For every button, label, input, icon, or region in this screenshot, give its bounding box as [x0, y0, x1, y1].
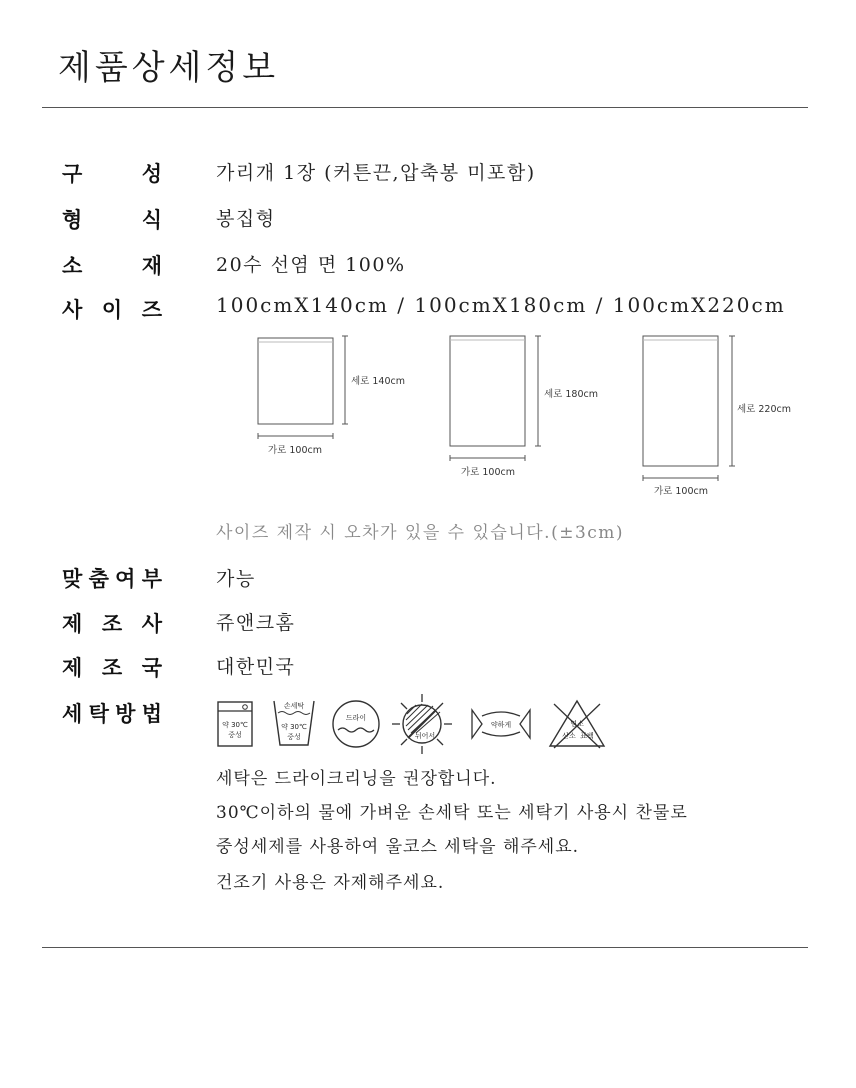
shade-dry-icon: [390, 692, 454, 756]
label-country: [62, 652, 162, 682]
width-label-220: 가로 100cm: [654, 486, 708, 497]
size-diagrams: [0, 0, 856, 520]
hand-wash-icon: [270, 697, 318, 749]
label-char: 소: [62, 253, 83, 278]
shade-dry-text: 뉘어서: [414, 732, 436, 740]
height-label-180: 세로 180cm: [544, 389, 598, 400]
label-char: 즈: [141, 297, 162, 322]
value-maker: 쥬앤크홈: [216, 612, 296, 634]
label-char: 법: [141, 701, 162, 726]
value-custom: 가능: [216, 568, 256, 590]
label-char: 이: [101, 297, 123, 322]
label-char: 맞: [62, 566, 83, 591]
bottom-divider: [42, 947, 808, 948]
label-char: 형: [62, 207, 83, 232]
width-label-180: 가로 100cm: [461, 467, 515, 478]
machine-wash-icon: [216, 700, 256, 748]
hand-wash-text: 손세탁: [283, 702, 305, 710]
bleach-text: 표백: [580, 732, 594, 740]
label-char: 탁: [88, 701, 109, 726]
label-char: 제: [62, 655, 83, 680]
value-type: 봉집형: [216, 208, 276, 230]
value-composition: 가리개 1장 (커튼끈,압축봉 미포함): [216, 162, 536, 184]
label-char: 세: [62, 701, 83, 726]
label-char: 조: [101, 611, 123, 636]
curtain-180-shape: [450, 336, 525, 446]
label-char: 구: [62, 161, 83, 186]
label-maker: [62, 608, 162, 638]
dry-clean-icon: [330, 698, 382, 750]
label-char: 사: [141, 611, 162, 636]
label-char: 재: [141, 253, 162, 278]
bleach-chlorine: 염소: [570, 720, 584, 728]
dry-clean-text: 드라이: [345, 714, 367, 722]
label-char: 제: [62, 611, 83, 636]
label-char: 춤: [88, 566, 109, 591]
gentle-wring-icon: [468, 706, 534, 742]
label-char: 조: [101, 655, 123, 680]
machine-temp: 약 30℃: [222, 721, 248, 729]
machine-detergent: 중성: [228, 731, 242, 739]
value-size: 100cmX140cm / 100cmX180cm / 100cmX220cm: [216, 293, 786, 317]
hand-temp: 약 30℃: [281, 723, 307, 731]
care-line: 건조기 사용은 자제해주세요.: [216, 873, 445, 893]
label-char: 성: [141, 161, 162, 186]
label-char: 사: [62, 297, 83, 322]
label-char: 부: [141, 566, 162, 591]
label-custom: [62, 563, 162, 593]
label-char: 국: [141, 655, 162, 680]
height-label-220: 세로 220cm: [737, 404, 791, 415]
no-bleach-icon: [546, 698, 608, 750]
care-line: 30℃이하의 물에 가벼운 손세탁 또는 세탁기 사용시 찬물로: [216, 803, 688, 823]
bleach-oxygen: 산소: [562, 732, 576, 740]
value-country: 대한민국: [216, 656, 296, 678]
label-char: 방: [115, 701, 136, 726]
size-note: 사이즈 제작 시 오차가 있을 수 있습니다.(±3cm): [216, 523, 625, 543]
page-title: 제품상세정보: [58, 48, 280, 88]
gentle-wring-text: 약하게: [490, 721, 512, 729]
value-material: 20수 선염 면 100%: [216, 254, 406, 276]
label-char: 식: [141, 207, 162, 232]
label-char: 여: [115, 566, 136, 591]
curtain-140-shape: [258, 338, 333, 424]
care-line: 세탁은 드라이크리닝을 권장합니다.: [216, 769, 497, 789]
curtain-220-shape: [643, 336, 718, 466]
label-washing: [62, 698, 162, 728]
care-line: 중성세제를 사용하여 울코스 세탁을 해주세요.: [216, 837, 580, 857]
height-label-140: 세로 140cm: [351, 376, 405, 387]
hand-detergent: 중성: [287, 733, 301, 741]
width-label-140: 가로 100cm: [268, 445, 322, 456]
